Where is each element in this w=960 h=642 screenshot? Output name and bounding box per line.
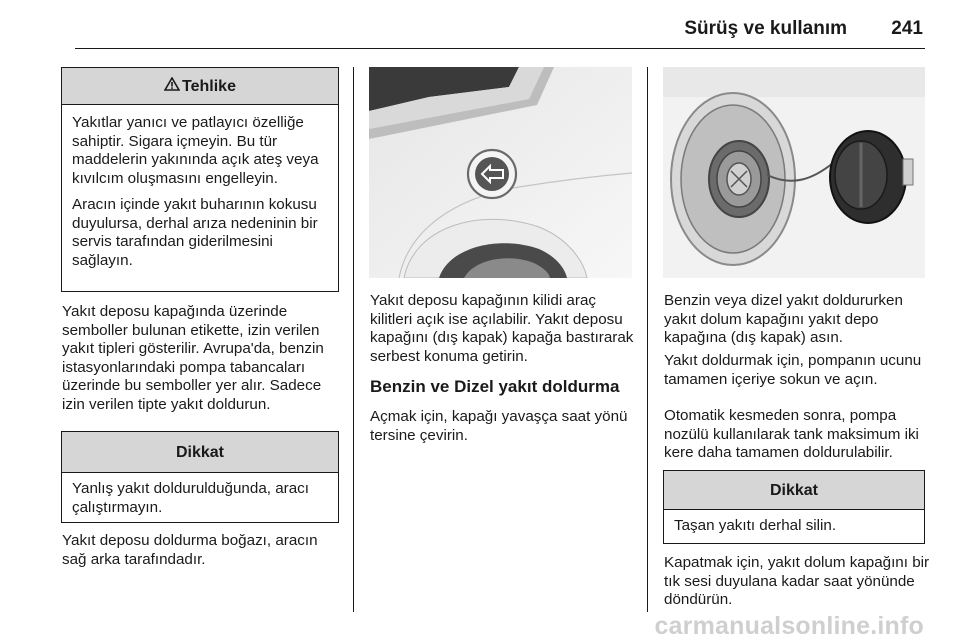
notice-box-1-body: Yanlış yakıt doldurulduğunda, aracı çalıştırmayın. [72, 480, 309, 516]
auto-cutoff-paragraph: Otomatik kesmeden sonra, pompa nozülü kullanılarak tank maksimum iki kere daha tamamen doldurulabilir. [664, 407, 919, 461]
insert-nozzle-paragraph: Yakıt doldurmak için, pompanın ucunu tamamen içeriye sokun ve açın. [664, 352, 922, 388]
danger-paragraph-1: Yakıtlar yanıcı ve patlayıcı özelliğe sahiptir. Sigara içmeyin. Bu tür maddelerin yakınında açık ateş veya kıvılcım oluşmasını engelleyin. [72, 114, 319, 187]
filler-neck-paragraph: Yakıt deposu doldurma boğazı, aracın sağ arka tarafındadır. [62, 532, 318, 568]
close-cap-paragraph: Kapatmak için, yakıt dolum kapağını bir tık sesi duyulana kadar saat yönünde döndürün. [664, 554, 930, 608]
notice-box-1 [61, 431, 339, 523]
notice-box-2-header: Dikkat [664, 471, 924, 510]
notice-box-1-header: Dikkat [62, 432, 338, 473]
notice-box-2 [663, 470, 925, 544]
open-cap-paragraph: Açmak için, kapağı yavaşça saat yönü tersine çevirin. [370, 408, 628, 444]
page-title: Sürüş ve kullanım [684, 18, 847, 39]
danger-paragraph-2: Aracın içinde yakıt buharının kokusu duyulursa, derhal arıza nedeninin bir servis tarafından giderilmesini sağlayın. [72, 196, 318, 269]
page-header [75, 0, 925, 49]
danger-box-title: Tehlike [182, 78, 236, 95]
fuel-type-label-paragraph: Yakıt deposu kapağında üzerinde semboller bulunan etikette, izin verilen yakıt tipleri gösterilir. Avrupa'da, benzin istasyonlarındaki pompa tabancaları üzerinde bu semboller yer alır. Sadece izin verilen tipte yakıt doldurun. [62, 303, 324, 413]
column-divider-1 [353, 67, 354, 612]
danger-box-body [62, 105, 338, 270]
column-divider-2 [647, 67, 648, 612]
fuel-cap-photo [663, 67, 925, 278]
page-number: 241 [891, 18, 923, 39]
fuel-flap-paragraph: Yakıt deposu kapağının kilidi araç kilitleri açık ise açılabilir. Yakıt deposu kapağını (dış kapak) kapağa bastırarak serbest konuma getirin. [370, 292, 634, 365]
section-heading: Benzin ve Dizel yakıt doldurma [370, 377, 620, 396]
warning-triangle-icon [164, 77, 180, 96]
notice-box-2-body: Taşan yakıtı derhal silin. [674, 517, 837, 534]
watermark: carmanualsonline.info [654, 612, 924, 640]
fuel-flap-photo [369, 67, 632, 278]
danger-box [61, 67, 339, 292]
hang-cap-paragraph: Benzin veya dizel yakıt doldururken yakıt dolum kapağını yakıt depo kapağına (dış kapak) asın. [664, 292, 903, 346]
danger-box-header [62, 68, 338, 105]
